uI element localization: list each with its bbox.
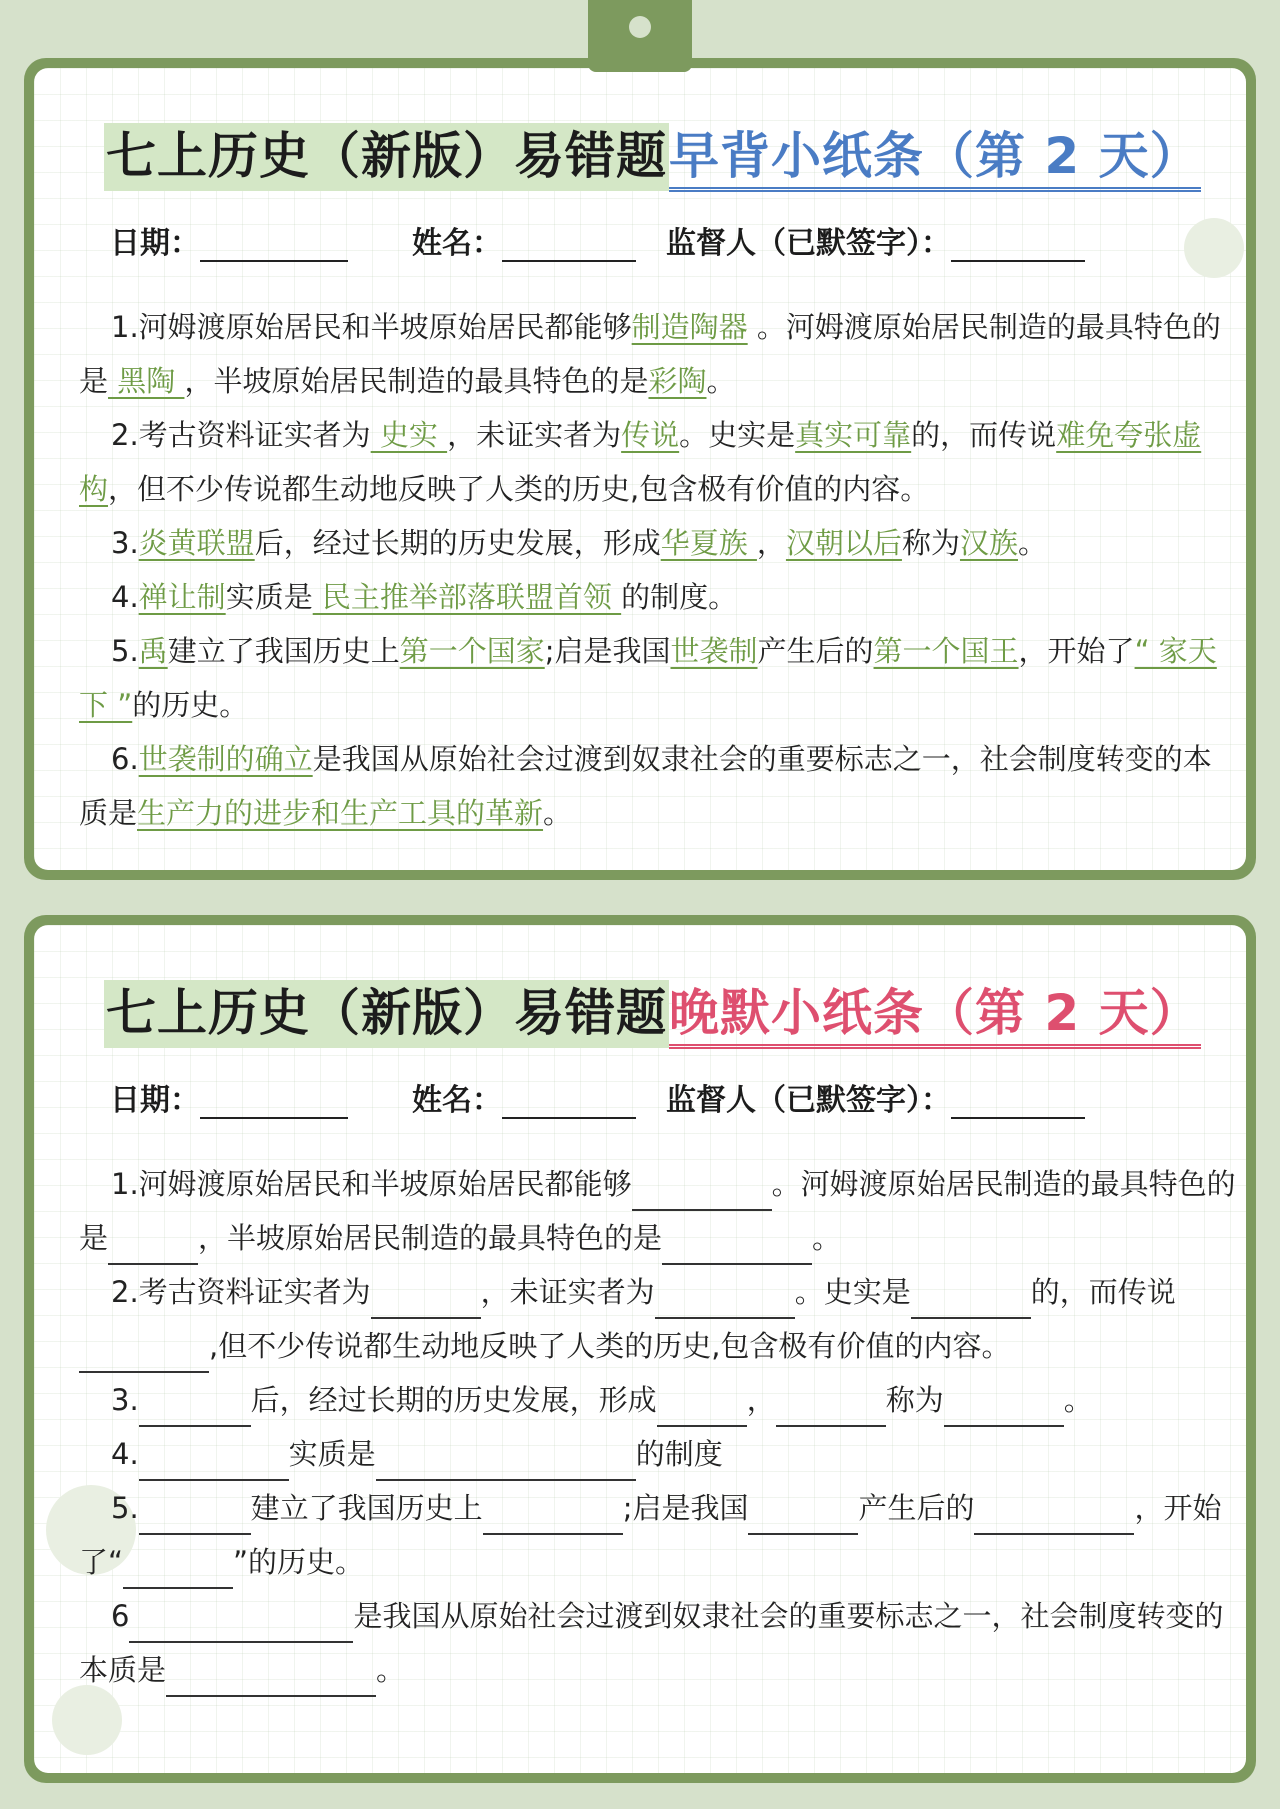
q5-text: 产生后的 — [858, 1491, 975, 1525]
q5-answer-4: 第一个国王 — [873, 634, 1019, 668]
q2-text: ，未证实者为 — [480, 1275, 655, 1309]
evening-title-sub: 晚默小纸条（第 2 天） — [669, 984, 1201, 1049]
q1-text: 。河姆渡原始居民制造的最具特色的是 — [79, 310, 1221, 398]
q4-answer-2: 民主推举部落联盟首领 — [312, 580, 622, 614]
q5-text: 5. — [111, 634, 139, 668]
name-line[interactable] — [502, 1089, 636, 1119]
q5-text: 5. — [111, 1491, 139, 1525]
q6-text: 。 — [543, 796, 573, 830]
q3-blank-1[interactable] — [139, 1397, 251, 1427]
q6-text: 。 — [376, 1653, 406, 1687]
evening-q3 — [79, 1373, 1239, 1427]
date-line[interactable] — [200, 232, 348, 262]
q2-answer-3: 真实可靠 — [795, 418, 912, 452]
q3-text: 后，经过长期的历史发展，形成 — [250, 1383, 657, 1417]
q5-blank-5[interactable] — [123, 1559, 233, 1589]
q6-answer-1: 世袭制的确立 — [138, 742, 313, 776]
q6-answer-2: 生产力的进步和生产工具的革新 — [137, 796, 544, 830]
q1-blank-2[interactable] — [108, 1235, 198, 1265]
q5-answer-3: 世袭制 — [670, 634, 758, 668]
q4-text: 4. — [111, 580, 139, 614]
q1-answer-3: 彩陶 — [648, 364, 707, 398]
q4-text: 的制度。 — [621, 580, 738, 614]
hanger-hole — [629, 16, 651, 38]
morning-date-field[interactable] — [110, 218, 348, 262]
q2-text: 的，而传说 — [1030, 1275, 1176, 1309]
date-label: 日期： — [110, 1083, 200, 1118]
q6-blank-1[interactable] — [129, 1613, 353, 1643]
q3-blank-4[interactable] — [944, 1397, 1064, 1427]
q3-blank-3[interactable] — [776, 1397, 886, 1427]
morning-meta-row — [110, 218, 1210, 261]
evening-title — [104, 973, 1201, 1045]
q2-blank-1[interactable] — [371, 1289, 481, 1319]
q3-answer-2: 华夏族 — [660, 526, 757, 560]
morning-questions — [79, 300, 1239, 840]
q3-text: 称为 — [901, 526, 960, 560]
q2-text: ，未证实者为 — [447, 418, 622, 452]
morning-q4 — [79, 570, 1239, 624]
evening-supervisor-field[interactable] — [666, 1075, 1085, 1119]
q5-blank-4[interactable] — [974, 1505, 1134, 1535]
q3-text: ， — [746, 1383, 776, 1417]
q2-text: 的，而传说 — [911, 418, 1057, 452]
q2-blank-4[interactable] — [79, 1343, 209, 1373]
q2-blank-2[interactable] — [655, 1289, 795, 1319]
clipboard-hanger — [588, 0, 692, 72]
q3-text: 3. — [111, 526, 139, 560]
q5-text: ;启是我国 — [622, 1491, 749, 1525]
q1-text: ，半坡原始居民制造的最具特色的是 — [198, 1221, 663, 1255]
morning-title — [104, 116, 1201, 188]
q2-text: ，但不少传说都生动地反映了人类的历史,包含极有价值的内容。 — [108, 472, 930, 506]
q4-text: 的制度 — [635, 1437, 723, 1471]
q3-text: 3. — [111, 1383, 139, 1417]
q1-answer-2: 黑陶 — [108, 364, 185, 398]
q1-text: 1.河姆渡原始居民和半坡原始居民都能够 — [111, 310, 632, 344]
evening-q2 — [79, 1265, 1239, 1373]
evening-title-main: 七上历史（新版）易错题 — [104, 980, 669, 1048]
q2-answer-2: 传说 — [621, 418, 680, 452]
morning-title-main: 七上历史（新版）易错题 — [104, 123, 669, 191]
evening-questions — [79, 1157, 1239, 1697]
supervisor-line[interactable] — [951, 232, 1085, 262]
q5-answer-2: 第一个国家 — [399, 634, 545, 668]
q5-answer-1: 禹 — [138, 634, 168, 668]
q6-blank-2[interactable] — [166, 1667, 376, 1697]
evening-q4 — [79, 1427, 1239, 1481]
evening-q6 — [79, 1589, 1239, 1697]
q1-blank-1[interactable] — [632, 1181, 772, 1211]
supervisor-label: 监督人（已默签字）： — [666, 1083, 951, 1118]
date-line[interactable] — [200, 1089, 348, 1119]
name-line[interactable] — [502, 232, 636, 262]
q3-answer-1: 炎黄联盟 — [138, 526, 255, 560]
evening-name-field[interactable] — [412, 1075, 636, 1119]
q2-answer-4: 难免夸张虚构 — [79, 418, 1202, 506]
q5-text: 产生后的 — [757, 634, 874, 668]
q1-text: ，半坡原始居民制造的最具特色的是 — [184, 364, 649, 398]
q3-answer-4: 汉族 — [959, 526, 1018, 560]
q3-answer-3: 汉朝以后 — [785, 526, 902, 560]
name-label: 姓名： — [412, 1083, 502, 1118]
evening-q1 — [79, 1157, 1239, 1265]
q2-text: 。史实是 — [679, 418, 796, 452]
q5-text: 建立了我国历史上 — [167, 634, 400, 668]
supervisor-line[interactable] — [951, 1089, 1085, 1119]
morning-q1 — [79, 300, 1239, 408]
morning-q3 — [79, 516, 1239, 570]
q3-blank-2[interactable] — [657, 1397, 747, 1427]
supervisor-label: 监督人（已默签字）： — [666, 226, 951, 261]
morning-q6 — [79, 732, 1239, 840]
q3-text: 。 — [1017, 526, 1047, 560]
q2-text: 2.考古资料证实者为 — [111, 1275, 371, 1309]
q3-text: ， — [756, 526, 786, 560]
q6-text: 6 — [111, 1599, 130, 1633]
date-label: 日期： — [110, 226, 200, 261]
q5-text: ，开始了 — [1018, 634, 1135, 668]
q6-text: 是我国从原始社会过渡到奴隶社会的重要标志之一，社会制度转变的本质是 — [79, 742, 1212, 830]
morning-name-field[interactable] — [412, 218, 636, 262]
q3-text: 。 — [1063, 1383, 1093, 1417]
evening-date-field[interactable] — [110, 1075, 348, 1119]
q1-answer-1: 制造陶器 — [631, 310, 748, 344]
evening-card-inner — [34, 925, 1246, 1773]
q5-blank-1[interactable] — [139, 1505, 251, 1535]
q4-answer-1: 禅让制 — [138, 580, 226, 614]
morning-card-inner — [34, 68, 1246, 870]
q2-text: 。史实是 — [794, 1275, 911, 1309]
q5-blank-2[interactable] — [483, 1505, 623, 1535]
q2-blank-3[interactable] — [911, 1289, 1031, 1319]
q2-answer-1: 史实 — [370, 418, 448, 452]
q2-text: ,但不少传说都生动地反映了人类的历史,包含极有价值的内容。 — [209, 1329, 1011, 1363]
evening-meta-row — [110, 1075, 1210, 1118]
q5-text: ，开始了“ — [79, 1491, 1222, 1579]
q5-text: ;启是我国 — [544, 634, 671, 668]
q4-blank-2[interactable] — [376, 1451, 636, 1481]
q5-text: 建立了我国历史上 — [250, 1491, 483, 1525]
q6-text: 6. — [111, 742, 139, 776]
morning-card — [24, 58, 1256, 880]
q4-blank-1[interactable] — [139, 1451, 289, 1481]
q1-blank-3[interactable] — [662, 1235, 812, 1265]
morning-supervisor-field[interactable] — [666, 218, 1085, 262]
q3-text: 称为 — [885, 1383, 944, 1417]
q5-text: ”的历史。 — [233, 1545, 365, 1579]
q3-text: 后，经过长期的历史发展，形成 — [254, 526, 661, 560]
q5-text: 的历史。 — [132, 688, 249, 722]
q1-text: 1.河姆渡原始居民和半坡原始居民都能够 — [111, 1167, 632, 1201]
morning-q2 — [79, 408, 1239, 516]
name-label: 姓名： — [412, 226, 502, 261]
evening-q5 — [79, 1481, 1239, 1589]
q4-text: 实质是 — [225, 580, 313, 614]
q4-text: 实质是 — [288, 1437, 376, 1471]
q4-text: 4. — [111, 1437, 139, 1471]
q5-answer-5: “ 家天下 ” — [79, 634, 1217, 722]
evening-card — [24, 915, 1256, 1783]
q2-text: 2.考古资料证实者为 — [111, 418, 371, 452]
q5-blank-3[interactable] — [748, 1505, 858, 1535]
q1-text: 。 — [706, 364, 736, 398]
q1-text: 。 — [812, 1221, 842, 1255]
morning-q5 — [79, 624, 1239, 732]
q1-text: 。河姆渡原始居民制造的最具特色的是 — [79, 1167, 1236, 1255]
q6-text: 是我国从原始社会过渡到奴隶社会的重要标志之一，社会制度转变的本质是 — [79, 1599, 1224, 1687]
morning-title-sub: 早背小纸条（第 2 天） — [669, 127, 1201, 192]
